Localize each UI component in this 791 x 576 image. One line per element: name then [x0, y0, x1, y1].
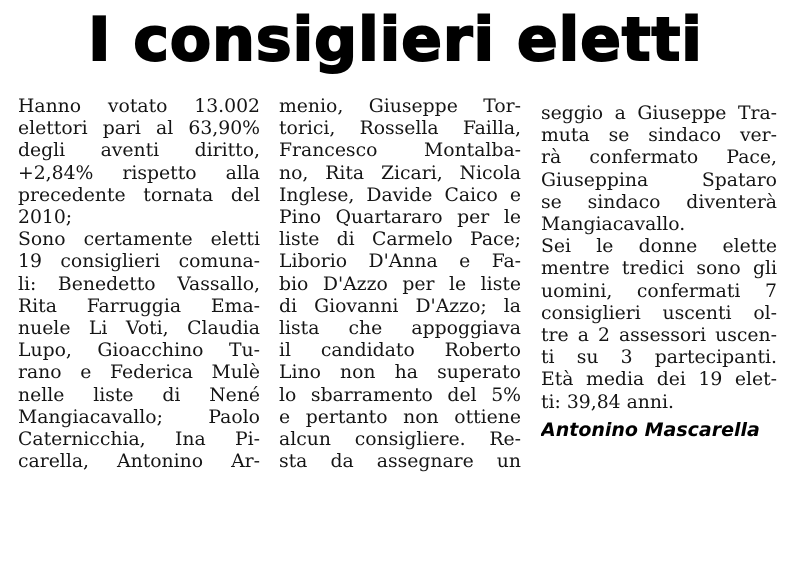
text-line: rano e Federica Mulè [18, 362, 260, 384]
text-line: nuele Li Voti, Claudia [18, 318, 260, 340]
text-line: ti: 39,84 anni. [541, 391, 674, 413]
text-line: carella, Antonino Ar- [18, 451, 260, 473]
headline: I consiglieri eletti [88, 5, 703, 75]
text-line: Giuseppina Spataro [541, 169, 777, 191]
text-line: Mangiacavallo. [541, 214, 686, 236]
text-line: Età media dei 19 elet- [541, 369, 777, 391]
text-line: Rita Farruggia Ema- [18, 295, 260, 317]
text-line: se sindaco diventerà [541, 191, 777, 213]
text-line: muta se sindaco ver- [541, 125, 777, 147]
text-line: di Giovanni D'Azzo; la [279, 295, 521, 317]
text-line: Pino Quartararo per le [279, 207, 521, 229]
text-line: 2010; [18, 207, 73, 229]
text-line: bio D'Azzo per le liste [279, 273, 521, 295]
text-line: Inglese, Davide Caico e [279, 184, 521, 206]
text-line: sta da assegnare un [279, 451, 521, 473]
article-column-1 [18, 96, 260, 566]
text-line: elettori pari al 63,90% [18, 118, 260, 140]
text-line: il candidato Roberto [279, 340, 521, 362]
text-line: Sono certamente eletti [18, 229, 260, 251]
text-line: Liborio D'Anna e Fa- [279, 251, 521, 273]
text-line: ti su 3 partecipanti. [541, 347, 777, 369]
text-line: tre a 2 assessori uscen- [541, 325, 777, 347]
text-line: lista che appoggiava [279, 318, 521, 340]
text-line: Caternicchia, Ina Pi- [18, 429, 260, 451]
text-line: +2,84% rispetto alla [18, 162, 260, 184]
text-line: consiglieri uscenti ol- [541, 302, 777, 324]
text-line: uomini, confermati 7 [541, 280, 777, 302]
article-column-3 [541, 103, 777, 573]
text-line: 19 consiglieri comuna- [18, 251, 260, 273]
text-line: Hanno votato 13.002 [18, 96, 260, 117]
text-line: nelle liste di Nené [18, 384, 260, 406]
text-line: rà confermato Pace, [541, 147, 777, 169]
text-line: torici, Rossella Failla, [279, 118, 521, 140]
text-line: Lupo, Gioacchino Tu- [18, 340, 260, 362]
text-line: precedente tornata del [18, 184, 260, 206]
text-line: Francesco Montalba- [279, 140, 521, 162]
text-line: menio, Giuseppe Tor- [279, 96, 521, 117]
text-line: alcun consigliere. Re- [279, 429, 521, 451]
text-line: Mangiacavallo; Paolo [18, 406, 260, 428]
text-line: e pertanto non ottiene [279, 406, 521, 428]
author-byline: Antonino Mascarella [541, 418, 760, 441]
text-line: liste di Carmelo Pace; [279, 229, 521, 251]
text-line: li: Benedetto Vassallo, [18, 273, 260, 295]
text-line: Sei le donne elette [541, 236, 777, 258]
article-column-2 [279, 96, 521, 566]
text-line: mentre tredici sono gli [541, 258, 777, 280]
text-line: Lino non ha superato [279, 362, 521, 384]
text-line: no, Rita Zicari, Nicola [279, 162, 521, 184]
text-line: seggio a Giuseppe Tra- [541, 103, 777, 124]
text-line: lo sbarramento del 5% [279, 384, 521, 406]
text-line: degli aventi diritto, [18, 140, 260, 162]
